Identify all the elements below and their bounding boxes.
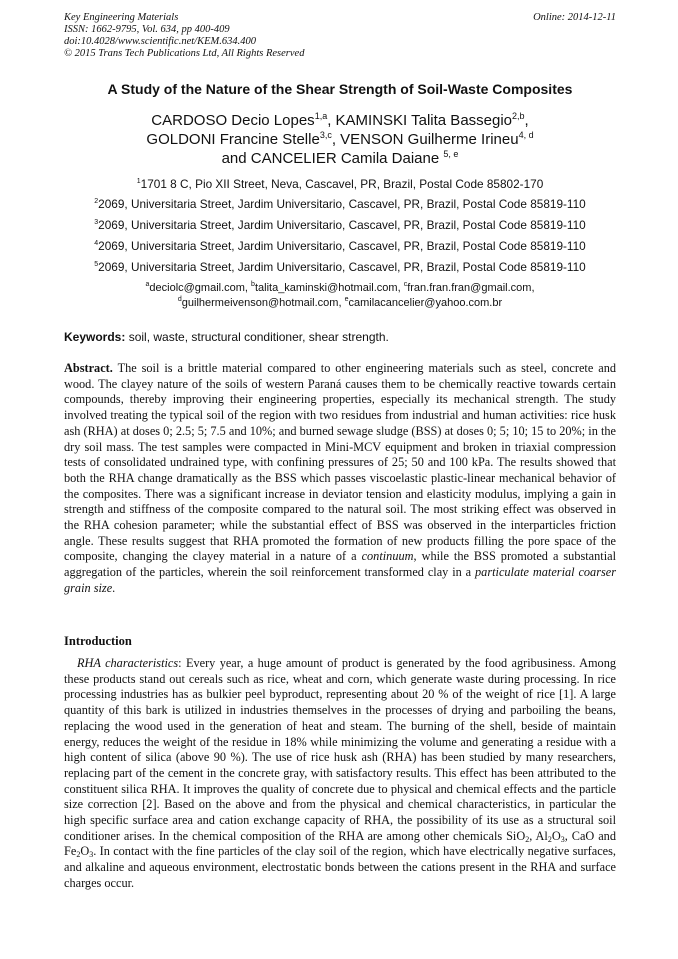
- intro-text: , CaO and Fe: [64, 828, 616, 859]
- author-line-2: GOLDONI Francine Stelle$^{3,c}$, VENSON Guilherme Irineu$^{4, d}$: [146, 130, 534, 148]
- affiliation-text: 2069, Universitaria Street, Jardim Universitario, Cascavel, PR, Brazil, Postal Code 85819-110: [98, 260, 586, 274]
- keywords-text: soil, waste, structural conditioner, shear strength.: [128, 330, 389, 344]
- affiliation-sup: 2: [94, 198, 99, 205]
- author-sup: 1,a: [314, 111, 328, 121]
- author-name: CANCELIER Camila Daiane: [250, 150, 440, 167]
- author-list: [64, 111, 616, 168]
- email-line-1: $^a$deciolc@gmail.com, $^b$talita_kaminski@hotmail.com, $^c$fran.fran.fran@gmail.com,: [145, 281, 535, 294]
- author-sup: 4, d: [518, 130, 534, 140]
- keywords: [64, 330, 616, 344]
- intro-text: O: [80, 844, 90, 859]
- authors-and: and: [221, 150, 247, 167]
- online-date: Online: 2014-12-11: [533, 12, 616, 23]
- email-link[interactable]: fran.fran.fran@gmail.com: [407, 282, 532, 294]
- affiliation-sup: 5: [94, 261, 99, 268]
- author-name: VENSON Guilherme Irineu: [340, 131, 519, 148]
- intro-text: : Every year, a huge amount of product is generated by the food agribusiness. Among these products stand out cereals such as rice, wheat and corn, which generate waste during processing. In rice processing industries has as bulkier peel byproduct, representing about 20 % of the weight of rice [1]. A large quantity of this bark is utilized in industries themselves in the processes of drying and parboiling the beans, replacing the wood used in the generation of heat and steam. The burning of the shell, beside of maintain energy, reduces the weight of the residue in 18% while minimizing the volume and generating a residue with a high content of silica (above 90 %). The use of rice husk ash (RHA) has been studied by many researchers, replacing part of the cement in the concrete gray, with satisfactory results. This effect has been attributed to the constituent silica RHA. It improves the quality of concrete due to physical and chemical effects and the particle size correction [2]. Based on the above and from the physical and chemical characteristics, in particular the high specific surface area and cation exchange capacity of RHA, the possibility of its use as a structural soil conditioner arises. In the chemical composition of the RHA are among other chemicals SiO: [64, 656, 616, 843]
- email-link[interactable]: guilhermeivenson@hotmail.com: [181, 297, 339, 309]
- journal-name: Key Engineering Materials: [64, 12, 179, 23]
- affiliation-text: 2069, Universitaria Street, Jardim Universitario, Cascavel, PR, Brazil, Postal Code 85819-110: [98, 218, 586, 232]
- email-sup: c: [403, 281, 408, 288]
- affiliation: [64, 260, 616, 274]
- email-sup: d: [177, 296, 182, 303]
- affiliation-sup: 1: [136, 178, 141, 185]
- issn-line: ISSN: 1662-9795, Vol. 634, pp 400-409: [64, 24, 230, 35]
- author-name: KAMINSKI Talita Bassegio: [335, 112, 513, 129]
- paper-title: A Study of the Nature of the Shear Strength of Soil-Waste Composites: [107, 81, 573, 97]
- abstract-italic: particulate material coarser grain size: [64, 565, 617, 595]
- email-link[interactable]: deciolc@gmail.com: [149, 282, 245, 294]
- journal-header: [64, 12, 616, 60]
- email-list: [64, 281, 616, 311]
- abstract-italic: continuum: [361, 549, 414, 564]
- affiliation: [64, 177, 616, 191]
- keywords-label: Keywords:: [64, 330, 126, 344]
- author-line-1: CARDOSO Decio Lopes$^{1,a}$, KAMINSKI Talita Bassegio$^{2,b}$,: [151, 111, 529, 129]
- subscript: 3: [560, 834, 565, 844]
- affiliation-text: 2069, Universitaria Street, Jardim Universitario, Cascavel, PR, Brazil, Postal Code 85819-110: [98, 239, 586, 253]
- author-sup: 3,c: [319, 130, 332, 140]
- subscript: 2: [525, 834, 530, 844]
- abstract-text: , while the BSS promoted a substantial aggregation of the particles, wherein the soil reinforcement transformed clay in a: [64, 549, 616, 580]
- author-name: GOLDONI Francine Stelle: [146, 131, 320, 148]
- intro-text: , Al: [529, 828, 548, 843]
- author-line-3: [64, 149, 616, 168]
- email-sup: e: [344, 296, 349, 303]
- affiliation: [64, 218, 616, 232]
- affiliation-text: 2069, Universitaria Street, Jardim Universitario, Cascavel, PR, Brazil, Postal Code 85819-110: [98, 197, 586, 211]
- introduction-paragraph: [64, 656, 616, 892]
- section-heading: Introduction: [64, 634, 132, 648]
- email-sup: b: [251, 281, 255, 288]
- subscript: 2: [547, 834, 552, 844]
- affiliation-sup: 3: [94, 219, 99, 226]
- affiliation-sup: 4: [94, 240, 99, 247]
- intro-lead: RHA characteristics: [77, 656, 179, 670]
- abstract-text: .: [112, 580, 116, 595]
- affiliation: [64, 197, 616, 211]
- author-sup: 2,b: [512, 111, 525, 121]
- email-link[interactable]: camilacancelier@yahoo.com.br: [348, 297, 503, 309]
- author-name: CARDOSO Decio Lopes: [151, 112, 315, 129]
- subscript: 2: [76, 850, 81, 860]
- affiliation-text: 1701 8 C, Pio XII Street, Neva, Cascavel, PR, Brazil, Postal Code 85802-170: [140, 177, 544, 191]
- email-sup: a: [145, 281, 150, 288]
- abstract-text: The soil is a brittle material compared to other engineering materials such as steel, concrete and wood. The clayey nature of the soils of western Paraná causes them to be chemically reactive towards certain compounds, thereby improving their engineering properties, especially its mechanical strength. The study involved treating the typical soil of the region with two residues from industrial and human activities: rice husk ash (RHA) at doses 0; 2.5; 5; 7.5 and 10%; and burned sewage sludge (BSS) at doses 0; 5; 10; 15 to 20%; in the dry soil mass. The test samples were compacted in Mini-MCV equipment and broken in triaxial compression tests of consolidated undrained type, with confining pressures of 25; 50 and 100 kPa. The results showed that both the RHA change dramatically as the BSS which passes viscoelastic plastic-linear mechanical behavior of the composites. There was a significant increase in deviator tension and elasticity modulus, implying a gain in strength and stiffness of the composite compared to the natural soil. The most striking effect was observed in the RHA cohesion parameter; while the substantial effect of BSS was observed in the interparticles friction angle. These results suggest that RHA promoted the formation of new products filling the pore space of the composite, changing the clayey material in a nature of a: [64, 361, 616, 564]
- abstract: [64, 361, 616, 597]
- abstract-label: Abstract.: [64, 361, 113, 375]
- email-link[interactable]: talita_kaminski@hotmail.com: [254, 282, 398, 294]
- subscript: 3: [89, 850, 94, 860]
- author-sup: 5, e: [443, 149, 459, 159]
- intro-text: O: [551, 828, 561, 843]
- intro-text: . In contact with the fine particles of the clay soil of the region, which have electrically negative surfaces, and alkaline and aqueous environment, electrostatic bonds between the cations present in the RHA and surface charges occur.: [64, 844, 616, 890]
- doi-line: doi:10.4028/www.scientific.net/KEM.634.400: [64, 36, 256, 47]
- affiliation: [64, 239, 616, 253]
- copyright-line: © 2015 Trans Tech Publications Ltd, All Rights Reserved: [64, 48, 305, 59]
- email-line-2: $^d$guilhermeivenson@hotmail.com, $^e$camilacancelier@yahoo.com.br: [177, 296, 503, 309]
